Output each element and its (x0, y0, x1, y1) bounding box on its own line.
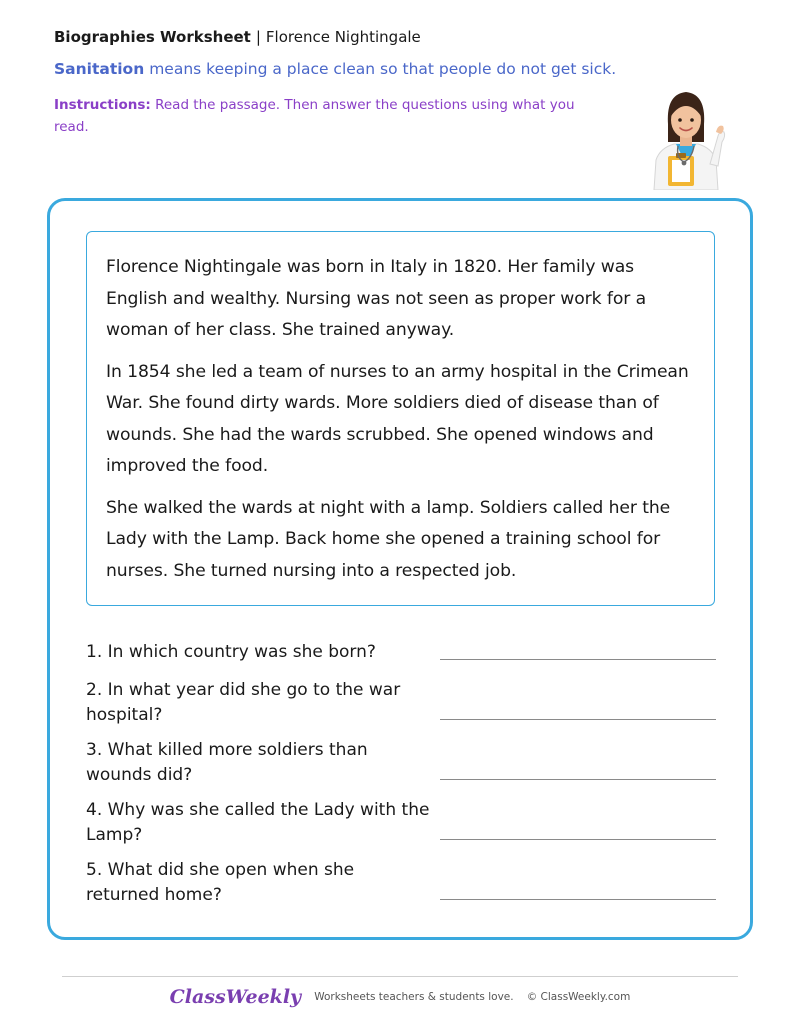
instructions-text: Read the passage. Then answer the questions using what you read. (54, 97, 575, 135)
answer-line[interactable] (440, 659, 716, 660)
header-separator: | (255, 28, 261, 46)
brand-logo: ClassWeekly (169, 986, 302, 1008)
footer-tagline: Worksheets teachers & students love. (314, 991, 514, 1003)
reading-passage (86, 231, 715, 606)
worksheet-header (54, 28, 421, 46)
question-text: 3. What killed more soldiers than wounds did? (86, 740, 368, 785)
worksheet-subject: Florence Nightingale (265, 28, 421, 46)
question-text: 2. In what year did she go to the war hospital? (86, 680, 401, 725)
answer-line[interactable] (440, 839, 716, 840)
question-text: 4. Why was she called the Lady with the Lamp? (86, 800, 430, 845)
answer-line[interactable] (440, 779, 716, 780)
passage-paragraph: Florence Nightingale was born in Italy in 1820. Her family was English and wealthy. Nursing was not seen as proper work for a woman of her class. She trained anyway. (106, 257, 646, 340)
vocabulary-text: means keeping a place clean so that people do not get sick. (149, 60, 617, 78)
footer-copyright: © ClassWeekly.com (526, 991, 631, 1003)
question-row (86, 798, 716, 858)
instructions (54, 94, 594, 138)
question-text: 5. What did she open when she returned home? (86, 860, 355, 905)
passage-paragraph: She walked the wards at night with a lamp. Soldiers called her the Lady with the Lamp. Back home she opened a training school for nurses. She turned nursing into a respected job. (106, 497, 671, 581)
question-row (86, 738, 716, 798)
teacher-illustration-icon (640, 84, 732, 190)
passage-paragraph: In 1854 she led a team of nurses to an army hospital in the Crimean War. She found dirty wards. More soldiers died of disease than of wounds. She had the wards scrubbed. She opened windows and improved the food. (106, 361, 689, 476)
vocabulary-term: Sanitation (54, 60, 145, 78)
answer-line[interactable] (440, 719, 716, 720)
question-text: 1. In which country was she born? (86, 642, 376, 662)
footer-divider (62, 976, 738, 977)
instructions-label: Instructions: (54, 97, 151, 113)
worksheet-type: Biographies Worksheet (54, 28, 251, 46)
vocabulary-definition (54, 60, 616, 78)
footer (0, 986, 800, 1008)
question-row (86, 858, 716, 918)
question-row (86, 678, 716, 738)
answer-line[interactable] (440, 899, 716, 900)
